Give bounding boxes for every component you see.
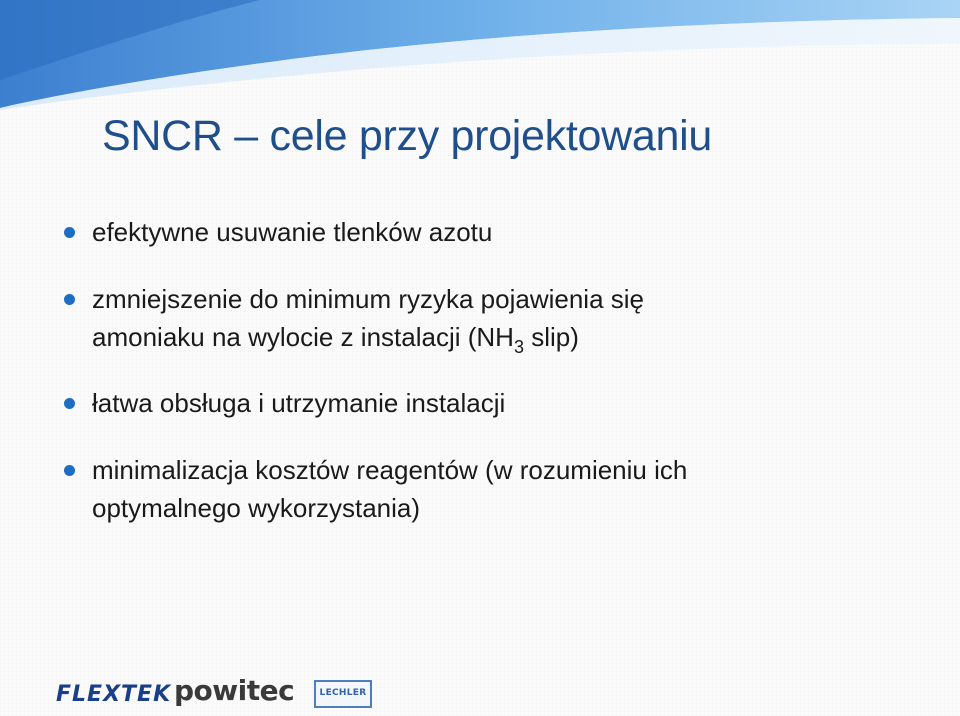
flextek-logo: FLEXTEK — [56, 682, 172, 707]
lechler-logo: LECHLER — [314, 680, 372, 708]
bullet-item — [92, 213, 872, 251]
bullet-item — [92, 280, 872, 359]
bullet-text: efektywne usuwanie tlenków azotu — [92, 217, 493, 247]
bullet-text-line2: optymalnego wykorzystania) — [92, 493, 421, 523]
bullet-text: łatwa obsługa i utrzymanie instalacji — [92, 388, 506, 418]
subscript-text: 3 — [513, 337, 524, 357]
bullet-text-line2: amoniaku na wylocie z instalacji (NH — [92, 322, 514, 352]
bullet-text-line1: zmniejszenie do minimum ryzyka pojawienia się — [92, 284, 644, 314]
bullet-item — [92, 384, 872, 422]
powitec-logo: powitec — [174, 674, 295, 707]
bullet-dot-icon — [64, 465, 75, 476]
bullet-dot-icon — [64, 227, 75, 238]
bullet-text-line1: minimalizacja kosztów reagentów (w rozumieniu ich — [92, 455, 688, 485]
bullet-dot-icon — [64, 294, 75, 305]
bullet-dot-icon — [64, 398, 75, 409]
slide-title: SNCR – cele przy projektowaniu — [102, 112, 712, 160]
bullet-item — [92, 451, 872, 527]
bullet-text-line2-end: slip) — [523, 322, 579, 352]
header-swoosh-decoration — [0, 0, 960, 120]
